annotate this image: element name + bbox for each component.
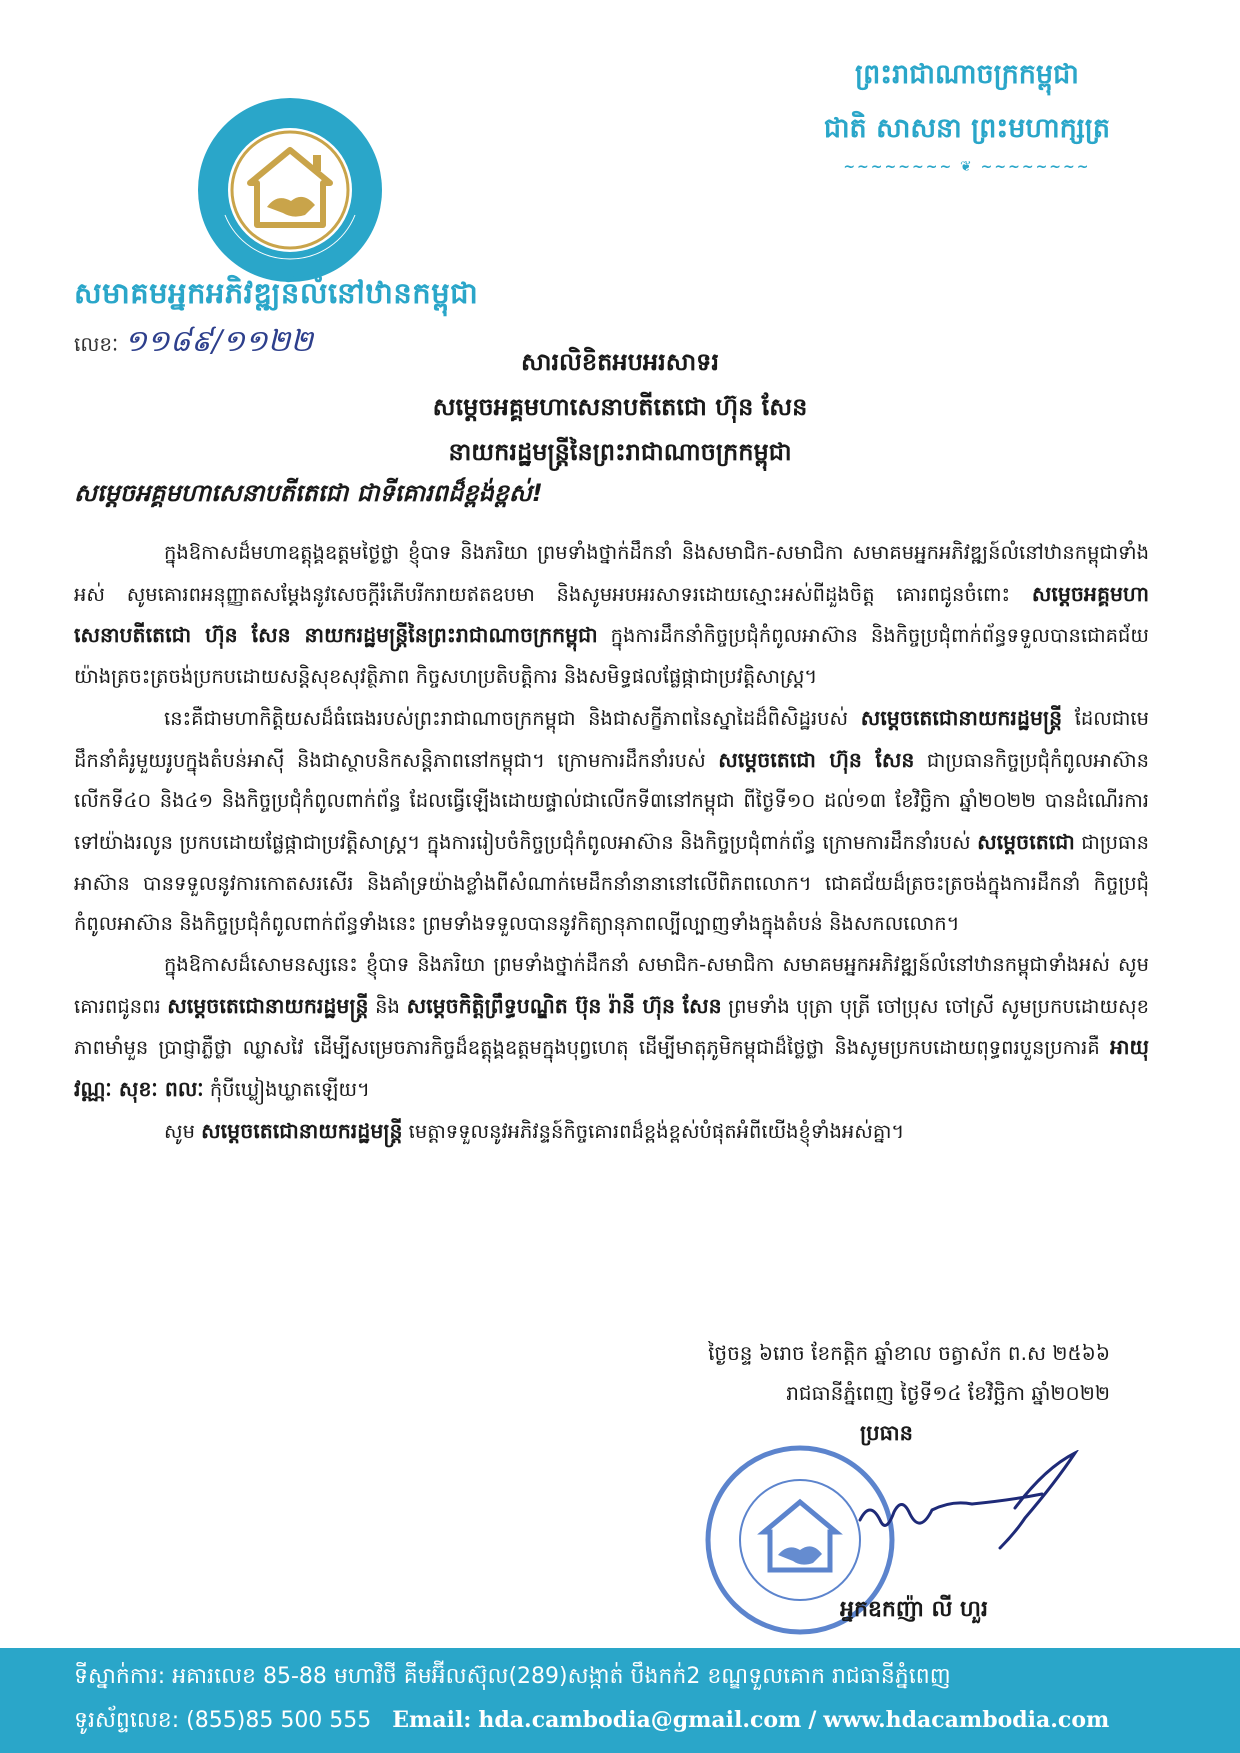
solar-date: រាជធានីភ្នំពេញ ថ្ងៃទី១៤ ខែវិច្ឆិកា ឆ្នាំ២០២២ (786, 1381, 1110, 1405)
bold-text: អាយុ វណ្ណៈ សុខៈ ពលៈ (74, 1035, 1149, 1102)
title-line2: សម្តេចអគ្គមហាសេនាបតីតេជោ ហ៊ុន សែន (432, 393, 808, 421)
bold-text: សម្តេចកិត្តិព្រឹទ្ធបណ្ឌិត ប៊ុន រ៉ានី ហ៊ុន សែន (406, 993, 722, 1018)
separator: / (808, 1707, 817, 1733)
organization-name: សមាគមអ្នកអភិវឌ្ឍន៍លំនៅឋានកម្ពុជា (74, 276, 479, 310)
phone-label: ទូរស័ព្ទលេខ: (74, 1708, 180, 1733)
lunar-date: ថ្ងៃចន្ទ ៦រោច ខែកត្តិក ឆ្នាំខាល ចត្វាស័ក ព.ស ២៥៦៦ (708, 1341, 1110, 1365)
footer-contact (74, 1706, 1109, 1738)
kingdom-line1: ព្រះរាជាណាចក្រកម្ពុជា (855, 59, 1079, 90)
paragraph-4 (74, 1111, 1149, 1153)
text: ជាប្រធានអាស៊ាន បានទទួលនូវការកោតសរសើរ និងគាំទ្រយ៉ាងខ្លាំងពីសំណាក់មេដឹកនាំនានានៅលើពិភពលោក។ ជោគជ័យដ៏ត្រចះត្រចង់ក្នុងការដឹកនាំ កិច្ចប្រជុំកំពូលអាស៊ាន និងកិច្ចប្រជុំកំពូលពាក់ព័ន្ធទាំងនេះ ព្រមទាំងទទួលបាននូវកិត្យានុភាពល្បីល្បាញទាំងក្នុងតំបន់ និងសកលលោក។ (74, 830, 1149, 936)
handwritten-signature (840, 1450, 1110, 1590)
website-link[interactable]: www.hdacambodia.com (823, 1707, 1110, 1733)
salutation: សម្តេចអគ្គមហាសេនាបតីតេជោ ជាទីគោរពដ៏ខ្ពង់ខ្ពស់! (74, 479, 543, 507)
text: កុំបីឃ្លៀងឃ្លាតឡើយ។ (203, 1078, 370, 1102)
title-line3: នាយករដ្ឋមន្ត្រីនៃព្រះរាជាណាចក្រកម្ពុជា (448, 438, 792, 466)
text: មេត្តាទទួលនូវអភិវន្ទន៍កិច្ចគោរពដ៏ខ្ពង់ខ្ពស់បំផុតអំពីយើងខ្ញុំទាំងអស់គ្នា។ (402, 1119, 905, 1143)
signer-name: អ្នកឧកញ៉ា លី ហួរ (840, 1597, 988, 1622)
bold-text: សម្តេចតេជោនាយករដ្ឋមន្ត្រី (860, 705, 1063, 730)
letter-date (708, 1333, 1110, 1413)
email-link[interactable]: hda.cambodia@gmail.com (478, 1707, 802, 1733)
text: ជាប្រធានកិច្ចប្រជុំកំពូលអាស៊ាន លើកទី៤០ និង៤១ និងកិច្ចប្រជុំកំពូលពាក់ព័ន្ធ ដែលធ្វើឡើងដោយផ្ទាល់ជាលើកទី៣នៅកម្ពុជា ពីថ្ងៃទី១០ ដល់១៣ ខែវិច្ឆិកា ឆ្នាំ២០២២ បានដំណើរការទៅយ៉ាងរលូន ប្រកបដោយផ្លែផ្កាជាប្រវត្តិសាស្ត្រ។ ក្នុងការរៀបចំកិច្ចប្រជុំកំពូលអាស៊ាន និងកិច្ចប្រជុំពាក់ព័ន្ធ ក្រោមការដឹកនាំរបស់ (74, 748, 1149, 854)
kingdom-line2: ជាតិ សាសនា ព្រះមហាក្សត្រ (823, 113, 1110, 144)
bold-text: សម្តេចតេជោនាយករដ្ឋមន្ត្រី (201, 1118, 403, 1143)
text: ក្នុងការដឹកនាំកិច្ចប្រជុំកំពូលអាស៊ាន និងកិច្ចប្រជុំពាក់ព័ន្ធទទួលបានជោគជ័យយ៉ាងត្រចះត្រចង់ប្រកបដោយសន្តិសុខសុវត្ថិភាព កិច្ចសហប្រតិបត្តិការ និងសមិទ្ធផលផ្លែផ្កាជាប្រវត្តិសាស្ត្រ។ (74, 624, 1149, 689)
ref-value: ១១៨៩/១១២២ (124, 324, 314, 359)
text: ក្នុងឱកាសដ៏សោមនស្សនេះ ខ្ញុំបាទ និងភរិយា ព្រមទាំងថ្នាក់ដឹកនាំ សមាជិក-សមាជិកា សមាគមអ្នកអភិវឌ្ឍន៍លំនៅឋានកម្ពុជាទាំងអស់ សូមគោរពជូនពរ (74, 953, 1149, 1018)
text: ព្រមទាំង បុត្រា បុត្រី ចៅប្រុស ចៅស្រី សូមប្រកបដោយសុខភាពមាំមួន ប្រាជ្ញាភ្លឺថ្លា ឈ្លាសវៃ ដើម្បីសម្រេចភារកិច្ចដ៏ឧត្តុង្គឧត្តមក្នុងបុព្វហេតុ ដើម្បីមាតុភូមិកម្ពុជាដ៏ថ្លៃថ្លា និងសូមប្រកបដោយពុទ្ធពរបួនប្រការគឺ (74, 994, 1149, 1060)
bold-text: សម្តេចតេជោ (977, 829, 1075, 854)
ornament-divider: ~~~~~~~~ ❦ ~~~~~~~~ (843, 159, 1091, 175)
phone-number: (855)85 500 555 (186, 1708, 372, 1733)
bold-text: សម្តេចតេជោនាយករដ្ឋមន្ត្រី (167, 993, 369, 1018)
text: សូម (164, 1119, 202, 1143)
signer-title: ប្រធាន (860, 1421, 913, 1445)
paragraph-2 (74, 698, 1149, 945)
bold-text: សម្តេចអគ្គមហាសេនាបតីតេជោ ហ៊ុន សែន នាយករដ្ឋមន្ត្រីនៃព្រះរាជាណាចក្រកម្ពុជា (74, 581, 1149, 648)
email-label: Email: (392, 1707, 472, 1733)
text: និង (368, 994, 407, 1018)
text: ដែលជាមេដឹកនាំគំរូមួយរូបក្នុងតំបន់អាស៊ី និងជាស្ថាបនិកសន្តិភាពនៅកម្ពុជា។ ក្រោមការដឹកនាំរបស់ (74, 706, 1150, 772)
kingdom-motto (824, 48, 1110, 178)
bold-text: សម្តេចតេជោ ហ៊ុន សែន (718, 747, 915, 772)
paragraph-1 (74, 533, 1149, 698)
paragraph-3 (74, 945, 1149, 1111)
text: ក្នុងឱកាសដ៏មហាឧត្តុង្គឧត្តមថ្ងៃថ្លា ខ្ញុំបាទ និងភរិយា ព្រមទាំងថ្នាក់ដឹកនាំ និងសមាជិក-សមាជិកា សមាគមអ្នកអភិវឌ្ឍន៍លំនៅឋានកម្ពុជាទាំងអស់ សូមគោរពអនុញ្ញាតសម្តែងនូវសេចក្តីរំភើបរីករាយឥតឧបមា និងសូមអបអរសាទរដោយស្មោះអស់ពីដួងចិត្ត គោរពជូនចំពោះ (74, 541, 1149, 606)
letter-title (0, 340, 1240, 475)
organization-logo (195, 95, 385, 285)
footer-address: ទីស្នាក់ការ: អគារលេខ 85-88 មហាវិថី គីមអ៊ីលស៊ុល(289)សង្កាត់ បឹងកក់2 ខណ្ឌទួលគោក រាជធានីភ្នំពេញ (74, 1664, 951, 1689)
footer-bar (0, 1648, 1240, 1753)
letter-body (74, 533, 1149, 1153)
text: នេះគឺជាមហាកិត្តិយសដ៏ធំធេងរបស់ព្រះរាជាណាចក្រកម្ពុជា និងជាសក្ខីភាពនៃស្នាដៃដ៏ពិសិដ្ឋរបស់ (164, 706, 861, 730)
ref-label: លេខៈ (74, 332, 119, 356)
title-line1: សារលិខិតអបអរសាទរ (520, 348, 720, 376)
